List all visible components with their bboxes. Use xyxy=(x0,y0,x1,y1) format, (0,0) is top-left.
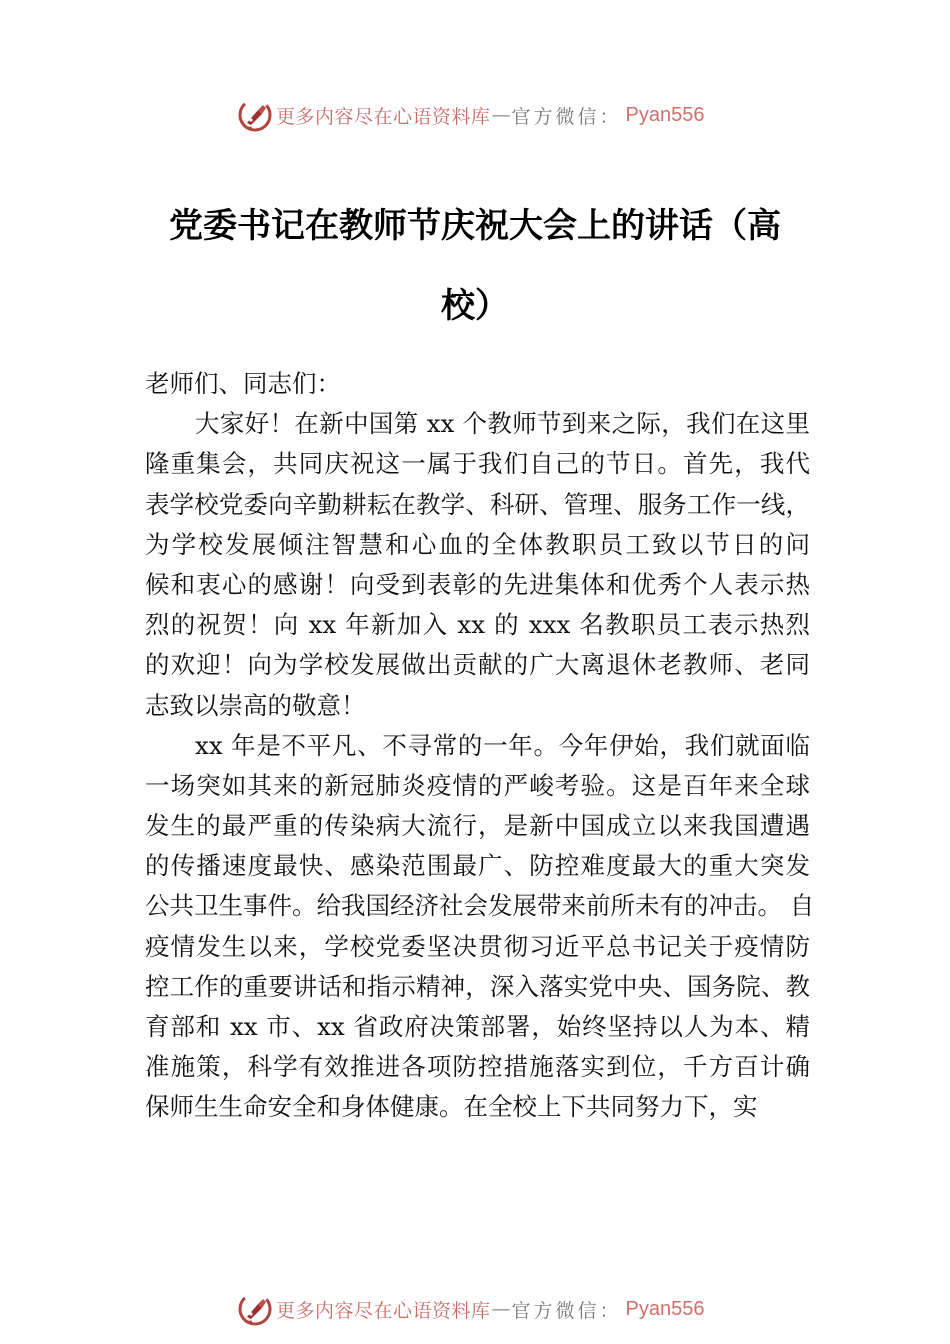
paragraph-2-line: 一场突如其来的新冠肺炎疫情的严峻考验。这是百年来全球 xyxy=(145,770,810,800)
wechat-handle: Pyan556 xyxy=(625,103,705,126)
paragraph-1-line: 表学校党委向辛勤耕耘在教学、科研、管理、服务工作一线， xyxy=(145,489,810,519)
document-title xyxy=(145,186,805,346)
paragraph-1-line: 大家好！在新中国第 xx 个教师节到来之际，我们在这里 xyxy=(195,409,810,439)
paragraph-1-line: 烈的祝贺！向 xx 年新加入 xx 的 xxx 名教职员工表示热烈 xyxy=(145,610,810,640)
paragraph-2-line: 保师生生命安全和身体健康。在全校上下共同努力下，实 xyxy=(145,1092,758,1122)
brand-text: 更多内容尽在心语资料库 xyxy=(276,1299,491,1322)
paragraph-1-line: 候和衷心的感谢！向受到表彰的先进集体和优秀个人表示热 xyxy=(145,569,810,599)
paragraph-2-line: 公共卫生事件。给我国经济社会发展带来前所未有的冲击。 自 xyxy=(145,891,815,921)
wechat-label: 官方微信： xyxy=(511,1299,622,1322)
paragraph-2-line: 育部和 xx 市、xx 省政府决策部署，始终坚持以人为本、精 xyxy=(145,1012,810,1041)
paragraph-2-line: 疫情发生以来，学校党委坚决贯彻习近平总书记关于疫情防 xyxy=(145,931,810,961)
paragraph-1-line: 隆重集会，共同庆祝这一属于我们自己的节日。首先，我代 xyxy=(145,449,810,479)
wechat-label: 官方微信： xyxy=(511,105,622,128)
document-body xyxy=(145,364,815,1128)
pen-nib-logo-icon xyxy=(238,98,272,132)
paragraph-1-line: 为学校发展倾注智慧和心血的全体教职员工致以节日的问 xyxy=(145,529,810,559)
paragraph-2-line: 的传播速度最快、感染范围最广、防控难度最大的重大突发 xyxy=(145,851,810,881)
paragraph-1-line: 志致以崇高的敬意！ xyxy=(145,690,366,720)
paragraph-1-line: 的欢迎！向为学校发展做出贡献的广大离退休老教师、老同 xyxy=(145,650,810,680)
salutation: 老师们、同志们： xyxy=(145,369,341,398)
paragraph-2-line: 发生的最严重的传染病大流行，是新中国成立以来我国遭遇 xyxy=(145,811,810,841)
paragraph-2-line: xx 年是不平凡、不寻常的一年。今年伊始，我们就面临 xyxy=(195,730,810,760)
pen-nib-logo-icon xyxy=(238,1292,272,1326)
separator-dash: — xyxy=(491,1298,511,1320)
wechat-handle: Pyan556 xyxy=(625,1297,705,1320)
title-line-1: 党委书记在教师节庆祝大会上的讲话（高 xyxy=(169,206,781,246)
header-banner xyxy=(238,95,705,135)
paragraph-2-line: 控工作的重要讲话和指示精神，深入落实党中央、国务院、教 xyxy=(145,971,810,1001)
title-line-2: 校） xyxy=(441,286,509,326)
separator-dash: — xyxy=(491,104,511,126)
brand-text: 更多内容尽在心语资料库 xyxy=(276,105,491,128)
paragraph-2-line: 准施策，科学有效推进各项防控措施落实到位，千方百计确 xyxy=(145,1052,810,1082)
footer-banner xyxy=(238,1289,705,1329)
